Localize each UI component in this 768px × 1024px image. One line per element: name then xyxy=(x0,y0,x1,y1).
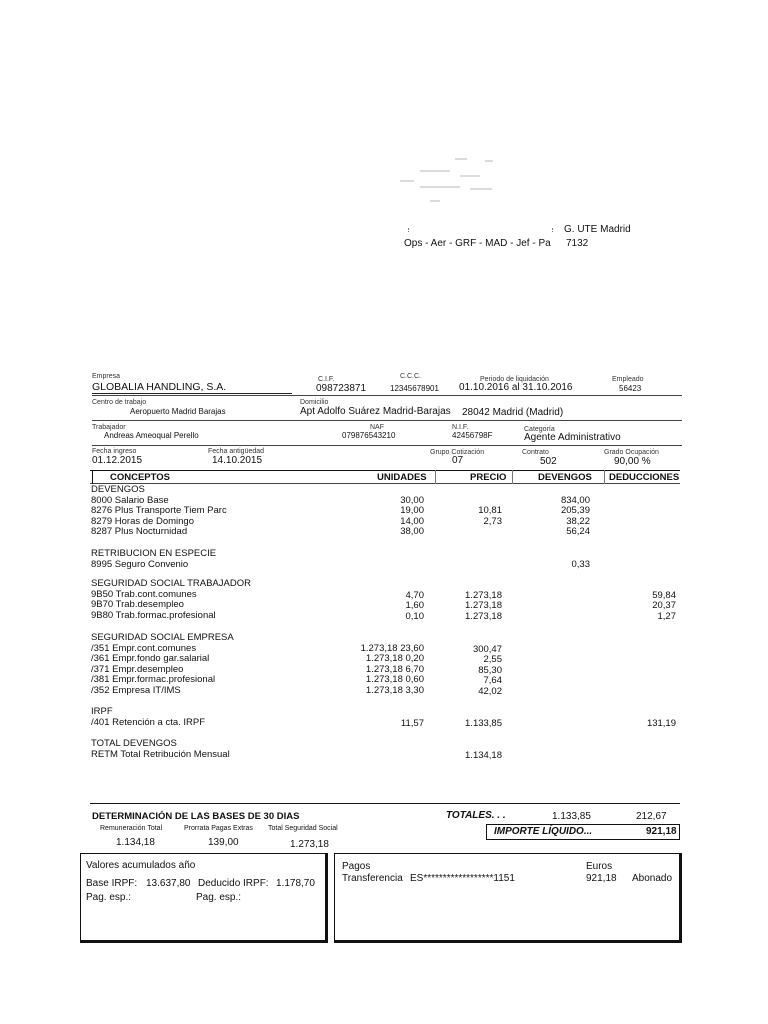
concept-label: /401 Retención a cta. IRPF xyxy=(91,716,206,728)
prorrata-value: 139,00 xyxy=(208,837,239,848)
section-title: SEGURIDAD SOCIAL TRABAJADOR xyxy=(91,578,251,589)
base-irpf-label: Base IRPF: xyxy=(86,878,138,889)
bases-title: DETERMINACIÓN DE LAS BASES DE 30 DIAS xyxy=(92,811,300,822)
remuneracion-label: Remuneración Total xyxy=(100,825,163,832)
concept-label: 8995 Seguro Convenio xyxy=(91,558,189,570)
concept-label: /381 Empr.formac.profesional xyxy=(91,674,216,685)
devengos-header: DEVENGOS xyxy=(538,472,592,483)
value-deducciones: 131,19 xyxy=(646,717,676,729)
centro-value: Aeropuerto Madrid Barajas xyxy=(130,407,226,416)
value-precio: 10,81 xyxy=(478,505,502,516)
grado-label: Grado Ocupación xyxy=(604,449,659,456)
empresa-label: Empresa xyxy=(92,373,121,380)
ccc-label: C.C.C. xyxy=(400,373,421,380)
pagos-method: Transferencia xyxy=(342,873,403,884)
concept-label: 9B70 Trab.desempleo xyxy=(91,599,184,610)
value-unidades: 30,00 xyxy=(400,494,424,506)
concept-label: /371 Empr.desempleo xyxy=(91,663,184,675)
seguridad-value: 1.273,18 xyxy=(290,839,329,850)
concept-label: 9B50 Trab.cont.comunes xyxy=(91,588,197,600)
pagos-box xyxy=(334,853,682,943)
value-precio: 1.273,18 xyxy=(465,610,502,622)
concept-label: 8279 Horas de Domingo xyxy=(91,515,194,527)
euros-label: Euros xyxy=(586,861,613,872)
ccc-value: 12345678901 xyxy=(390,384,439,393)
unidades-header: UNIDADES xyxy=(377,472,427,483)
domicilio-value: Apt Adolfo Suárez Madrid-Barajas xyxy=(300,406,451,417)
fecha-ingreso-label: Fecha ingreso xyxy=(92,448,137,455)
value-devengos: 38,22 xyxy=(566,515,590,527)
categoria-label: Categoría xyxy=(524,426,555,433)
grado-value: 90,00 % xyxy=(614,456,651,467)
totales-deducciones: 212,67 xyxy=(636,811,667,822)
totales-label: TOTALES. . . xyxy=(446,810,506,821)
value-unidades: 4,70 xyxy=(405,589,424,601)
concept-label: RETM Total Retribución Mensual xyxy=(91,748,230,760)
concept-label: 8287 Plus Nocturnidad xyxy=(91,526,188,537)
centro-label: Centro de trabajo xyxy=(92,399,147,406)
nif-label: N.I.F. xyxy=(452,424,469,431)
deducciones-header: DEDUCCIONES xyxy=(609,472,680,483)
divider xyxy=(92,395,682,396)
precio-header: PRECIO xyxy=(470,472,507,483)
value-unidades: 14,00 xyxy=(400,515,424,527)
divider xyxy=(90,803,680,804)
contrato-label: Contrato xyxy=(522,449,549,456)
domicilio-cp: 28042 Madrid (Madrid) xyxy=(462,407,564,418)
concept-label: /352 Empresa IT/IMS xyxy=(91,684,181,696)
seguridad-label: Total Seguridad Social xyxy=(268,825,338,832)
section-title: DEVENGOS xyxy=(91,484,145,495)
value-unidades: 1.273,18 23,60 xyxy=(360,642,424,654)
naf-label: NAF xyxy=(370,424,384,431)
trabajador-label: Trabajador xyxy=(92,424,126,431)
grupo-label: Grupo Cotización xyxy=(430,449,485,456)
periodo-value: 01.10.2016 al 31.10.2016 xyxy=(459,382,573,393)
periodo-label: Periodo de liquidación xyxy=(480,376,549,383)
value-precio: 2,55 xyxy=(483,654,502,665)
categoria-value: Agente Administrativo xyxy=(524,432,621,443)
trabajador-value: Andreas Ameoqual Perello xyxy=(104,431,199,440)
conceptos-header: CONCEPTOS xyxy=(110,472,171,483)
domicilio-label: Domicilio xyxy=(300,399,329,406)
value-unidades: 11,57 xyxy=(400,717,424,729)
pag-esp-label-1: Pag. esp.: xyxy=(86,892,132,903)
value-deducciones: 20,37 xyxy=(652,600,676,611)
section-title: TOTAL DEVENGOS xyxy=(91,738,177,749)
value-unidades: 1.273,18 6,70 xyxy=(365,663,424,675)
value-precio: 1.134,18 xyxy=(465,749,502,761)
value-devengos: 834,00 xyxy=(560,494,590,506)
section-title: IRPF xyxy=(91,706,113,717)
value-precio: 1.133,85 xyxy=(465,717,502,729)
divider xyxy=(92,445,682,446)
fecha-antiguedad-value: 14.10.2015 xyxy=(212,455,263,466)
value-precio: 1.273,18 xyxy=(465,600,502,611)
section-title: RETRIBUCION EN ESPECIE xyxy=(91,548,217,559)
value-unidades: 1.273,18 0,20 xyxy=(365,653,424,664)
empresa-value: GLOBALIA HANDLING, S.A. xyxy=(92,381,227,393)
value-unidades: 1,60 xyxy=(405,600,424,611)
value-precio: 42,02 xyxy=(478,685,502,697)
fecha-ingreso-value: 01.12.2015 xyxy=(92,455,143,466)
fecha-antiguedad-label: Fecha antigüedad xyxy=(208,448,265,455)
pagos-account: ES******************1151 xyxy=(410,873,515,884)
value-devengos: 56,24 xyxy=(566,526,590,537)
value-precio: 85,30 xyxy=(478,664,502,676)
remuneracion-value: 1.134,18 xyxy=(116,837,155,848)
value-unidades: 0,10 xyxy=(405,610,424,622)
company-line: G. UTE Madrid xyxy=(564,224,631,235)
value-devengos: 205,39 xyxy=(560,505,590,516)
divider xyxy=(512,470,513,484)
divider xyxy=(604,470,605,484)
value-unidades: 1.273,18 3,30 xyxy=(365,684,424,696)
acumulados-title: Valores acumulados año xyxy=(86,860,196,871)
value-precio: 7,64 xyxy=(483,675,502,686)
department-line: Ops - Aer - GRF - MAD - Jef - Pa xyxy=(404,238,551,249)
pag-esp-label-2: Pag. esp.: xyxy=(196,892,242,903)
concept-label: /361 Empr.fondo gar.salarial xyxy=(91,653,210,664)
empleado-label: Empleado xyxy=(612,376,644,383)
concept-label: /351 Empr.cont.comunes xyxy=(91,642,197,654)
value-precio: 300,47 xyxy=(472,643,502,655)
pagos-title: Pagos xyxy=(342,861,371,872)
deducido-value: 1.178,70 xyxy=(276,878,315,889)
deducido-label: Deducido IRPF: xyxy=(198,878,269,889)
value-unidades: 1.273,18 0,60 xyxy=(365,674,424,685)
divider xyxy=(92,470,93,484)
value-precio: 2,73 xyxy=(483,515,502,527)
base-irpf-value: 13.637,80 xyxy=(146,878,191,889)
value-deducciones: 59,84 xyxy=(652,589,676,601)
contrato-value: 502 xyxy=(540,456,557,467)
section-title: SEGURIDAD SOCIAL EMPRESA xyxy=(91,632,234,643)
value-devengos: 0,33 xyxy=(571,558,590,570)
header-mark xyxy=(552,228,557,232)
divider xyxy=(92,393,292,394)
value-deducciones: 1,27 xyxy=(657,610,676,622)
value-precio: 1.273,18 xyxy=(465,589,502,601)
empleado-value: 56423 xyxy=(619,384,642,393)
pagos-status: Abonado xyxy=(632,873,673,884)
concept-label: 8000 Salario Base xyxy=(91,494,169,506)
importe-value: 921,18 xyxy=(646,826,677,837)
totales-devengos: 1.133,85 xyxy=(552,811,591,822)
department-code: 7132 xyxy=(566,238,589,249)
header-mark xyxy=(408,228,415,232)
divider xyxy=(92,420,682,421)
cif-label: C.I.F. xyxy=(318,376,335,383)
naf-value: 079876543210 xyxy=(342,431,396,440)
grupo-value: 07 xyxy=(452,455,464,466)
cif-value: 098723871 xyxy=(316,383,367,394)
concept-label: 9B80 Trab.formac.profesional xyxy=(91,609,216,621)
divider xyxy=(435,470,436,484)
importe-label: IMPORTE LÍQUIDO... xyxy=(494,826,593,837)
prorrata-label: Prorrata Pagas Extras xyxy=(184,825,253,832)
concept-label: 8276 Plus Transporte Tiem Parc xyxy=(91,505,227,516)
pagos-amount: 921,18 xyxy=(586,873,617,884)
value-unidades: 38,00 xyxy=(400,526,424,537)
nif-value: 42456798F xyxy=(452,431,493,440)
value-unidades: 19,00 xyxy=(400,505,424,516)
